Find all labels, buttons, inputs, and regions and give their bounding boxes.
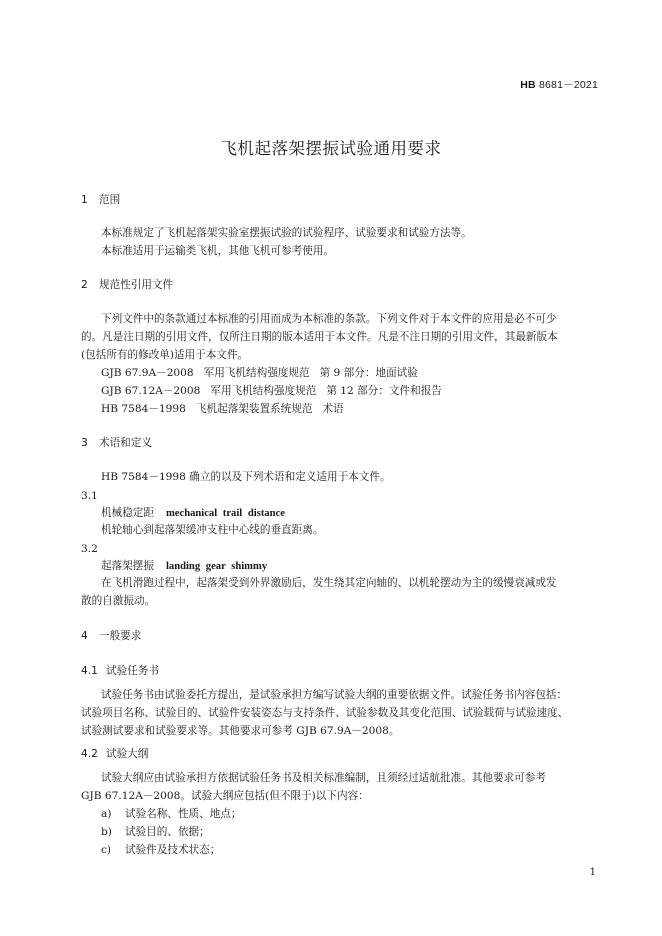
- section-4-2-heading: [81, 747, 148, 761]
- reference-code: HB 7584－1998: [101, 403, 186, 415]
- term-1-number: 3.1: [81, 490, 98, 502]
- reference-name: 军用飞机结构强度规范: [203, 367, 310, 379]
- section-3-heading: [81, 436, 152, 450]
- section-2-para-line-3: (包括所有的修改单)适用于本文件。: [81, 349, 249, 361]
- term-1-definition: 机轮轴心到起落架缓冲支柱中心线的垂直距离。: [101, 524, 324, 536]
- section-4-1-title: 试验任务书: [106, 665, 159, 677]
- section-1-para-1: 本标准规定了飞机起落架实验室摆振试验的试验程序、试验要求和试验方法等。: [101, 227, 472, 239]
- reference-name: 军用飞机结构强度规范: [210, 385, 317, 397]
- section-4-2-line-2: GJB 67.12A－2008。试验大纲应包括(但不限于)以下内容：: [81, 790, 369, 802]
- section-2-title: 规范性引用文件: [99, 279, 174, 291]
- section-4-heading: [81, 629, 141, 643]
- section-4-title: 一般要求: [99, 630, 142, 642]
- term-2-definition-line-1: 在飞机滑跑过程中，起落架受到外界激励后，发生绕其定向轴的、以机轮摆动为主的缓慢衰减或发: [101, 577, 557, 589]
- reference-item: [101, 384, 442, 398]
- term-1-english: mechanical trail distance: [165, 508, 285, 519]
- section-3-number: 3: [81, 437, 88, 449]
- term-2-title: [101, 559, 267, 574]
- section-2-para-line-2: 的。凡是注日期的引用文件，仅所注日期的版本适用于本文件。凡是不注日期的引用文件，其最新版本: [81, 331, 558, 343]
- section-2-heading: [81, 278, 173, 292]
- list-item-text: 试验目的、依据；: [125, 826, 210, 838]
- section-1-heading: [81, 193, 120, 207]
- section-4-2-title: 试验大纲: [106, 748, 149, 760]
- list-item: [101, 807, 242, 821]
- list-item-text: 试验名称、性质、地点；: [125, 808, 242, 820]
- term-2-definition-line-2: 散的自激振动。: [81, 595, 156, 607]
- section-2-para-line-1: 下列文件中的条款通过本标准的引用而成为本标准的条款。下列文件对于本文件的应用是必不可少: [101, 313, 557, 325]
- page-number: 1: [589, 867, 596, 878]
- document-title: 飞机起落架摆振试验通用要求: [220, 139, 442, 158]
- section-4-2-line-1: 试验大纲应由试验承担方依据试验任务书及相关标准编制，且须经过适航批准。其他要求可参考: [101, 772, 546, 784]
- term-1-chinese: 机械稳定距: [101, 507, 154, 519]
- reference-item: [101, 402, 344, 416]
- standard-number: [520, 77, 598, 92]
- section-1-number: 1: [81, 194, 88, 206]
- list-item: [101, 825, 210, 839]
- reference-item: [101, 366, 418, 380]
- section-4-1-line-3: 试验测试要求和试验要求等。其他要求可参考 GJB 67.9A－2008。: [81, 725, 400, 737]
- list-item-text: 试验件及技术状态；: [125, 844, 221, 856]
- term-2-chinese: 起落架摆振: [101, 560, 154, 572]
- list-item-marker: c): [101, 844, 112, 856]
- reference-name: 飞机起落架装置系统规范: [195, 403, 313, 415]
- section-4-1-heading: [81, 664, 159, 678]
- term-1-title: [101, 506, 285, 521]
- section-3-title: 术语和定义: [99, 437, 152, 449]
- section-2-number: 2: [81, 279, 88, 291]
- reference-code: GJB 67.12A－2008: [101, 385, 201, 397]
- section-3-intro: HB 7584－1998 确立的以及下列术语和定义适用于本文件。: [101, 471, 391, 483]
- section-4-number: 4: [81, 630, 88, 642]
- list-item-marker: a): [101, 808, 112, 820]
- section-4-1-line-2: 试验项目名称、试验目的、试验件安装姿态与支持条件、试验参数及其变化范围、试验载荷与试验速度、: [81, 707, 569, 719]
- section-4-1-number: 4.1: [81, 665, 98, 677]
- standard-code: HB: [520, 79, 536, 91]
- term-2-english: landing gear shimmy: [165, 561, 268, 572]
- section-4-1-line-1: 试验任务书由试验委托方提出，是试验承担方编写试验大纲的重要依据文件。试验任务书内容包括：: [101, 689, 568, 701]
- list-item-marker: b): [101, 826, 112, 838]
- list-item: [101, 843, 220, 857]
- standard-number-value: 8681－2021: [538, 79, 598, 91]
- section-1-title: 范围: [99, 194, 121, 206]
- reference-code: GJB 67.9A－2008: [101, 367, 194, 379]
- reference-part: 第 9 部分：地面试验: [319, 367, 418, 379]
- term-2-number: 3.2: [81, 543, 98, 555]
- section-1-para-2: 本标准适用于运输类飞机，其他飞机可参考使用。: [101, 245, 335, 257]
- reference-part: 第 12 部分：文件和报告: [326, 385, 442, 397]
- section-4-2-number: 4.2: [81, 748, 98, 760]
- reference-part: 术语: [322, 403, 344, 415]
